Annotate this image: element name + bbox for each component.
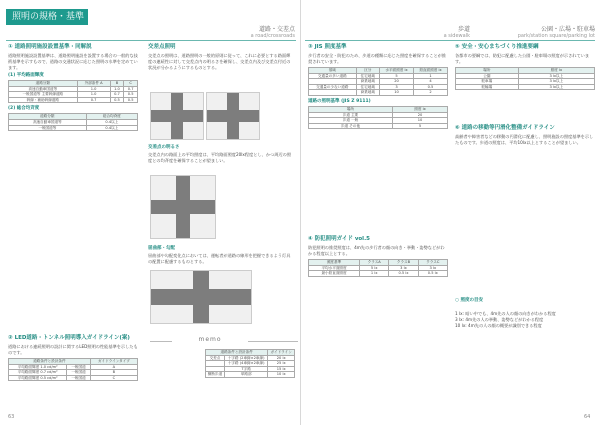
table-row: 商業地域 10 2 xyxy=(309,90,448,96)
crossroad-illustration xyxy=(206,92,260,140)
table-row: 横断歩道 単路部 10 lx xyxy=(206,372,295,378)
sidewalk-table xyxy=(308,106,448,129)
table-row: 高速自動車国道等 1.0 1.0 0.7 xyxy=(9,86,138,92)
section-led-guideline xyxy=(8,335,138,384)
subsection-title: 道路の照明基準 (JIS Z 9111) xyxy=(308,98,371,104)
table-header: 場所 xyxy=(309,106,393,112)
table-row: 交通量の多い道路 住宅地域 5 1 xyxy=(309,73,448,79)
section-body: 交差点の照明は、道路照明の一般的原則に従って、これに必要とする路面輝度の連続性に対して交差点内の明るさを確保し、交差点内及び交差点付近の状況が分かるようにするものとする。 xyxy=(148,53,291,70)
memo-table xyxy=(205,349,295,378)
section-body: 防犯照明の推奨照度は、4m先の歩行者の顔の向き・挙動・姿勢などがわかる程度以上とする。 xyxy=(308,245,445,256)
table-row: 歩道 主要 20 xyxy=(309,112,448,118)
table-header: 外部条件 A xyxy=(77,81,110,87)
section-memo-table xyxy=(205,348,295,381)
memo-rule-left xyxy=(150,341,172,342)
section-title: ① 道路照明施設設置基準・同解説 xyxy=(8,44,92,50)
table-row: 平均水平面照度 5 lx 3 lx 3 lx xyxy=(309,265,448,271)
table-header: 照度基準 xyxy=(309,260,360,266)
table-header: 道路分類 xyxy=(9,81,78,87)
header-rule-right xyxy=(305,40,595,41)
table-row: 平均路面輝度 1.0 cd/m² 一般国道 A xyxy=(9,364,138,370)
table-row: 一般国道等 0.4以上 xyxy=(9,125,138,131)
table-row: 平均路面輝度 0.7 cd/m² 一般国道 B xyxy=(9,370,138,376)
table-row: 一般国道等 主要幹線道路 1.0 0.7 0.5 xyxy=(9,92,138,98)
section-body: 道路照明施設設置基準は、道路照明施設を設置する場合の一般的な技術基準を示すもので、道路の交通状況に応じた照明の水準を定めています。 xyxy=(8,53,138,70)
memo-rule-right xyxy=(248,341,298,342)
table-row: 最小鉛直面照度 1 lx 0.5 lx 0.5 lx xyxy=(309,271,448,277)
memo-label: memo xyxy=(198,336,222,343)
table-header: 照度 lx xyxy=(393,106,448,112)
section-body: 歩行者の安全・防犯のため、歩道の種類に応じた照度を確保することが推奨されています。 xyxy=(308,53,447,64)
header-caption-roads: 道路・交差点 a road/crossroads xyxy=(250,26,295,39)
uniformity-table xyxy=(8,113,138,131)
table-header: C xyxy=(124,81,138,87)
section-body: 高齢者や障害者などの移動の円滑化に配慮し、照明施設の照度基準を示したものです。歩道の照度は、平均10lx以上とすることが望ましい。 xyxy=(455,134,594,145)
section-title: ④ 防犯照明ガイド vol.5 xyxy=(308,236,370,242)
crime-prevention-table xyxy=(308,259,448,277)
table-row: 駐輪場 3 lx以上 xyxy=(456,84,595,90)
section-jis-standard xyxy=(308,44,448,132)
table-header: 水平面照度 lx xyxy=(379,68,413,74)
section-curves xyxy=(148,244,294,267)
table-header: 照度 lx xyxy=(518,68,594,74)
crossroad-illustration xyxy=(150,92,204,140)
table-header: 道路条件と設計条件 xyxy=(206,350,268,356)
table-row: 公園 3 lx以上 xyxy=(456,73,595,79)
table-header: クラスC xyxy=(418,260,447,266)
table-header: ガイドライン xyxy=(268,350,295,356)
table-header: ガイドラインタイプ xyxy=(90,359,137,365)
page-title: 照明の規格・基準 xyxy=(6,9,88,25)
header-rule-left xyxy=(6,40,296,41)
section-title: ⑤ 安全・安心まちづくり推進要綱 xyxy=(455,44,539,50)
illuminance-table xyxy=(308,67,448,96)
led-guideline-table xyxy=(8,358,138,381)
section-crime-prevention-guide xyxy=(308,236,448,280)
table-row: 幹線・補助幹線道路 0.7 0.5 0.5 xyxy=(9,97,138,103)
section-body: 各都市の要綱では、防犯に配慮した公園・駐車場の照度が示されています。 xyxy=(455,53,590,64)
subsection-title: (1) 平均路面輝度 xyxy=(8,73,44,78)
table-header: 区分 xyxy=(356,68,379,74)
table-row: 交差点 十字路 (2車線×2車線) 20 lx xyxy=(206,355,295,361)
park-table xyxy=(455,67,595,90)
table-header: 領域 xyxy=(309,68,357,74)
section-body: 交差点内の路面上の平均照度は、平均路面照度20lx程度とし、かつ周辺の照度との均斉度を確保することが望ましい。 xyxy=(148,152,291,163)
section-title: ② LED道路・トンネル照明導入ガイドライン(案) xyxy=(8,335,130,341)
table-header: 総合均斉度 xyxy=(86,114,137,120)
section-barrier-free-guideline xyxy=(455,125,595,148)
section-title: 交差点照明 xyxy=(148,44,176,50)
intersection-illustration xyxy=(150,270,252,324)
section-body: 道路における連続照明の設計に関するLED照明の性能基準を示したものです。 xyxy=(8,344,138,355)
table-row: 商業地域 20 4 xyxy=(309,79,448,85)
section-title: ⑥ 道路の移動等円滑化整備ガイドライン xyxy=(455,125,555,131)
section-road-lighting-standard xyxy=(8,44,138,134)
luminance-table xyxy=(8,80,138,103)
subsection-title: 屈曲部・勾配 xyxy=(148,246,175,251)
table-row: 平均路面輝度 0.5 cd/m² 一般国道 C xyxy=(9,375,138,381)
page-number-right: 64 xyxy=(584,414,591,420)
table-header: 道路条件と設計条件 xyxy=(9,359,91,365)
section-illuminance-guide xyxy=(455,290,595,337)
section-crossroad-brightness xyxy=(148,143,294,166)
page-number-left: 63 xyxy=(8,414,15,420)
section-title: ③ JIS 照度基準 xyxy=(308,44,347,50)
subsection-title: (2) 総合均斉度 xyxy=(8,106,40,112)
header-caption-park: 公園・広場・駐車場 park/station square/parking lot xyxy=(517,26,595,39)
table-header: B xyxy=(110,81,124,87)
subsection-title: ○ 照度の目安 xyxy=(455,298,483,303)
table-row: 十字路 (4車線×2車線) 25 lx xyxy=(206,361,295,367)
table-row: 歩道 一般 10 xyxy=(309,118,448,124)
table-header: 場所 xyxy=(456,68,519,74)
table-row: 歩道 その他 5 xyxy=(309,123,448,129)
section-crossroad-lighting xyxy=(148,44,294,73)
road-plan-illustration xyxy=(150,175,216,239)
section-body: 1 lx: 暗い中でも、4m先の人の顔の向きがわかる程度 3 lx: 4m先の人の挙動、姿勢などがわかる程度 10 lx: 4m先の人の顔の概要が識別できる程度 xyxy=(455,311,556,328)
table-row: T字路 15 lx xyxy=(206,366,295,372)
table-row: 交通量の少ない道路 住宅地域 3 0.5 xyxy=(309,84,448,90)
page-gutter xyxy=(300,0,301,425)
subsection-title: 交差点の明るさ xyxy=(148,145,180,150)
table-row: 高速自動車国道等 0.4以上 xyxy=(9,119,138,125)
section-body: 屈曲部や勾配変化点においては、運転者が道路の線形を把握できるよう灯具の配置に配慮するものとする。 xyxy=(148,253,291,264)
table-header: クラスB xyxy=(389,260,418,266)
header-caption-sidewalk: 歩道 a sidewalk xyxy=(443,26,470,39)
section-safety-ordinance xyxy=(455,44,595,93)
table-header: 鉛直面照度 lx xyxy=(413,68,447,74)
table-header: 道路分類 xyxy=(9,114,87,120)
table-header: クラスA xyxy=(360,260,389,266)
table-row: 駐車場 3 lx以上 xyxy=(456,79,595,85)
